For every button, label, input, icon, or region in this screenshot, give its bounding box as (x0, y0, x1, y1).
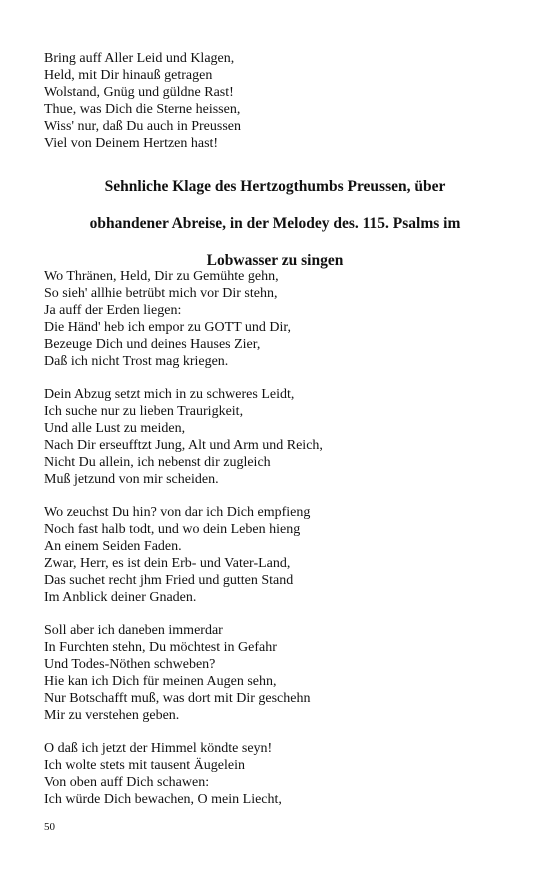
stanza-3 (44, 504, 514, 606)
verse-line: Viel von Deinem Hertzen hast! (44, 136, 219, 151)
verse-line: Wo zeuchst Du hin? von dar ich Dich empfieng (44, 505, 311, 520)
verse-line: Wiss' nur, daß Du auch in Preussen (44, 119, 241, 134)
verse-line: Nicht Du allein, ich nebenst dir zugleich (44, 455, 271, 470)
verse-line: Von oben auff Dich schawen: (44, 775, 210, 790)
stanza-2 (44, 386, 514, 488)
stanza-5 (44, 740, 514, 808)
verse-line: Ja auff der Erden liegen: (44, 303, 182, 318)
verse-line: Noch fast halb todt, und wo dein Leben hieng (44, 522, 301, 537)
poem-title (30, 168, 520, 279)
page-number: 50 (44, 821, 55, 833)
verse-line: Wo Thränen, Held, Dir zu Gemühte gehn, (44, 269, 279, 284)
verse-line: Ich suche nur zu lieben Traurigkeit, (44, 404, 244, 419)
verse-line: Wolstand, Gnüg und güldne Rast! (44, 85, 234, 100)
verse-line: Nach Dir erseufftzt Jung, Alt und Arm und Reich, (44, 438, 323, 453)
verse-line: Bring auff Aller Leid und Klagen, (44, 51, 235, 66)
verse-line: Im Anblick deiner Gnaden. (44, 590, 197, 605)
verse-line: Soll aber ich daneben immerdar (44, 623, 223, 638)
verse-line: Die Händ' heb ich empor zu GOTT und Dir, (44, 320, 292, 335)
stanza-4 (44, 622, 514, 724)
verse-line: So sieh' allhie betrübt mich vor Dir stehn, (44, 286, 278, 301)
stanza-1 (44, 268, 514, 370)
verse-line: Hie kan ich Dich für meinen Augen sehn, (44, 674, 277, 689)
verse-line: Bezeuge Dich und deines Hauses Zier, (44, 337, 261, 352)
verse-line: Nur Botschafft muß, was dort mit Dir geschehn (44, 691, 311, 706)
verse-line: Thue, was Dich die Sterne heissen, (44, 102, 241, 117)
verse-line: O daß ich jetzt der Himmel köndte seyn! (44, 741, 273, 756)
title-line: obhandener Abreise, in der Melodey des. 115. Psalms im (89, 215, 461, 232)
verse-line: Ich wolte stets mit tausent Äugelein (44, 758, 246, 773)
verse-line: Muß jetzund von mir scheiden. (44, 472, 219, 487)
verse-line: In Furchten stehn, Du möchtest in Gefahr (44, 640, 277, 655)
verse-line: Daß ich nicht Trost mag kriegen. (44, 354, 229, 369)
verse-line: Ich würde Dich bewachen, O mein Liecht, (44, 792, 282, 807)
verse-line: Und alle Lust zu meiden, (44, 421, 186, 436)
title-line: Lobwasser zu singen (206, 252, 344, 269)
verse-line: Zwar, Herr, es ist dein Erb- und Vater-Land, (44, 556, 291, 571)
verse-line: Mir zu verstehen geben. (44, 708, 180, 723)
title-line: Sehnliche Klage des Hertzogthumbs Preussen, über (104, 178, 446, 195)
verse-line: Und Todes-Nöthen schweben? (44, 657, 216, 672)
top-stanza (44, 50, 514, 152)
verse-line: An einem Seiden Faden. (44, 539, 182, 554)
verse-line: Dein Abzug setzt mich in zu schweres Leidt, (44, 387, 295, 402)
verse-line: Das suchet recht jhm Fried und gutten Stand (44, 573, 294, 588)
verse-line: Held, mit Dir hinauß getragen (44, 68, 213, 83)
